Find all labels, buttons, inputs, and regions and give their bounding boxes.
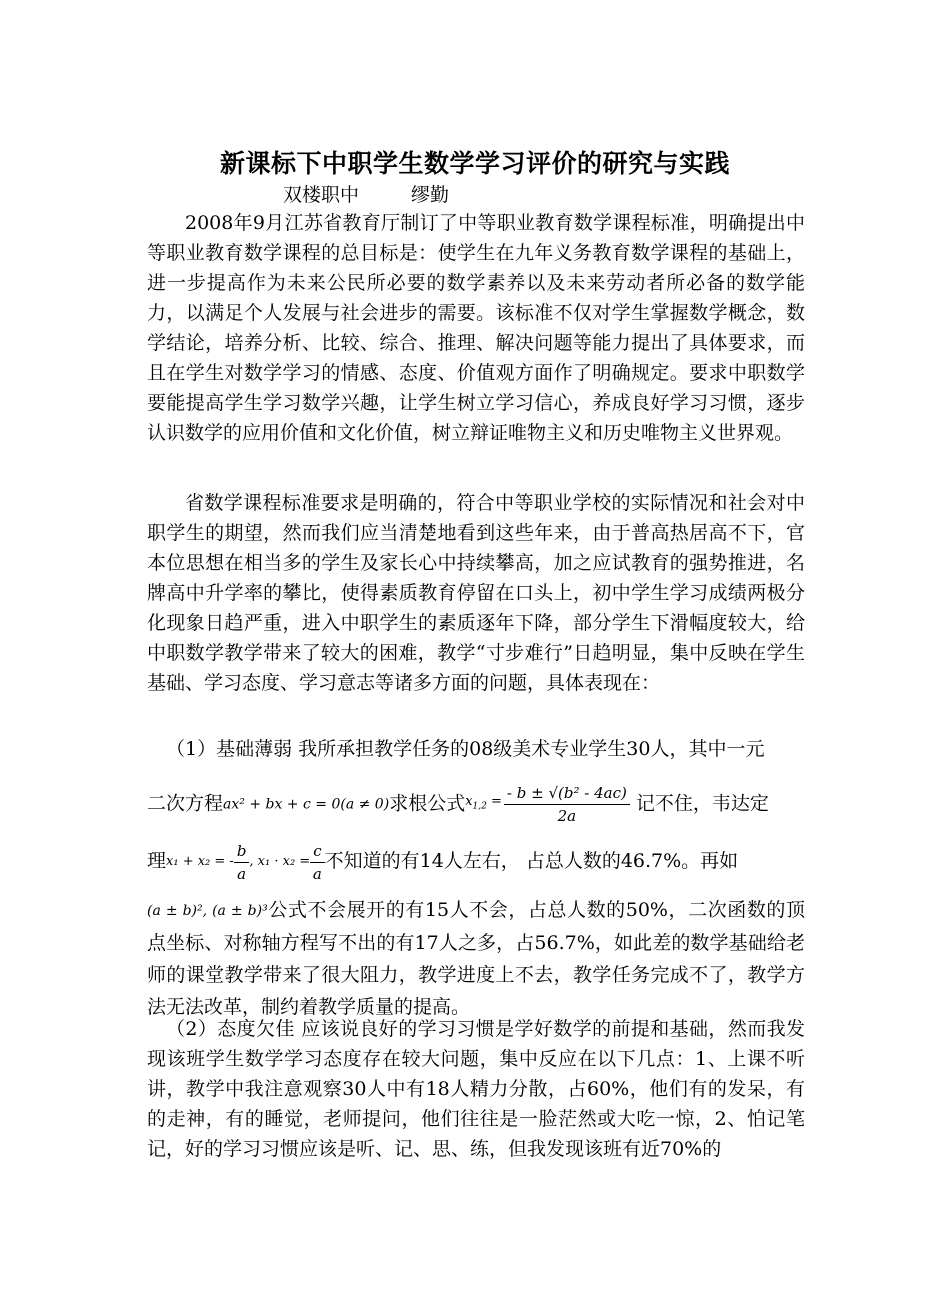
- page-title: 新课标下中职学生数学学习评价的研究与实践: [219, 149, 730, 178]
- paragraph-3-line-2: [147, 778, 805, 826]
- formula-vieta-c-over-a: $\frac{c}{a}$: [310, 840, 324, 885]
- author-school: 双楼职中: [283, 184, 360, 206]
- text-root-formula-label: 求根公式: [389, 792, 466, 815]
- formula-vieta-product: , x₁ · x₂ =: [249, 854, 311, 869]
- formula-binomials: (a ± b)², (a ± b)³: [147, 903, 268, 919]
- formula-root-denominator: 2a: [557, 806, 577, 825]
- formula-root-fraction: [504, 782, 630, 827]
- text-binomial-stat: 公式不会展开的有15人不会，占总人数的50%，二次函数的顶点坐标、对称轴方程写不出的有17人之多，占56.7%，如此差的数学基础给老师的课堂教学带来了很大阻力，教学进度上不去，教学任务完成不了，教学方法无法改革，制约着教学质量的提高。: [147, 899, 805, 1018]
- text-vieta-stat: 不知道的有14人左右， 占总人数的46.7%。再如: [324, 850, 739, 872]
- text-root-forgotten: 记不住，韦达定: [635, 792, 769, 815]
- paragraph-3-rest: [147, 894, 805, 1023]
- formula-root-numerator: - b ± √(b² - 4ac): [504, 782, 630, 805]
- paragraph-3-block: [147, 734, 805, 1023]
- paragraph-3-line-3: [147, 836, 805, 886]
- formula-root-lhs: $x_{1,2}$ =: [465, 794, 502, 812]
- paragraph-1: 2008年9月江苏省教育厅制订了中等职业教育数学课程标准，明确提出中等职业教育数学课程的总目标是：使学生在九年义务教育数学课程的基础上，进一步提高作为未来公民所必要的数学素养以及未来劳动者所必备的数学能力，以满足个人发展与社会进步的需要。该标准不仅对学生掌握数学概念，数学结论，培养分析、比较、综合、推理、解决问题等能力提出了具体要求，而且在学生对数学学习的情感、态度、价值观方面作了明确规定。要求中职数学要能提高学生学习数学兴趣，让学生树立学习信心，养成良好学习习惯，逐步认识数学的应用价值和文化价值，树立辩证唯物主义和历史唯物主义世界观。: [147, 212, 805, 444]
- paragraph-4: （2）态度欠佳 应该说良好的学习习惯是学好数学的前提和基础，然而我发现该班学生数学学习态度存在较大问题，集中反应在以下几点：1、上课不听讲，教学中我注意观察30人中有18人精力分散，占60%，他们有的发呆，有的走神，有的睡觉，老师提问，他们往往是一脸茫然或大吃一惊，2、怕记笔记，好的学习习惯应该是听、记、思、练，但我发现该班有近70%的: [147, 1018, 805, 1160]
- text-quadratic-intro: 二次方程: [147, 792, 224, 815]
- author-line: [283, 180, 449, 210]
- formula-quadratic: ax² + bx + c = 0(a ≠ 0): [223, 796, 390, 813]
- author-name: 缪勤: [411, 184, 450, 206]
- formula-vieta-b-over-a: $\frac{b}{a}$: [234, 840, 250, 885]
- paragraph-2: 省数学课程标准要求是明确的，符合中等职业学校的实际情况和社会对中职学生的期望，然而我们应当清楚地看到这些年来，由于普高热居高不下，官本位思想在相当多的学生及家长心中持续攀高，加之应试教育的强势推进，名牌高中升学率的攀比，使得素质教育停留在口头上，初中学生学习成绩两极分化现象日趋严重，进入中职学生的素质逐年下降，部分学生下滑幅度较大，给中职数学教学带来了较大的困难，教学“寸步难行”日趋明显，集中反映在学生基础、学习态度、学习意志等诸多方面的问题，具体表现在：: [147, 492, 805, 694]
- text-vieta-label: 理: [147, 850, 167, 872]
- formula-vieta-sum: x₁ + x₂ = -: [166, 854, 234, 869]
- paragraph-3-line-1: （1）基础薄弱 我所承担教学任务的08级美术专业学生30人，其中一元: [166, 738, 765, 760]
